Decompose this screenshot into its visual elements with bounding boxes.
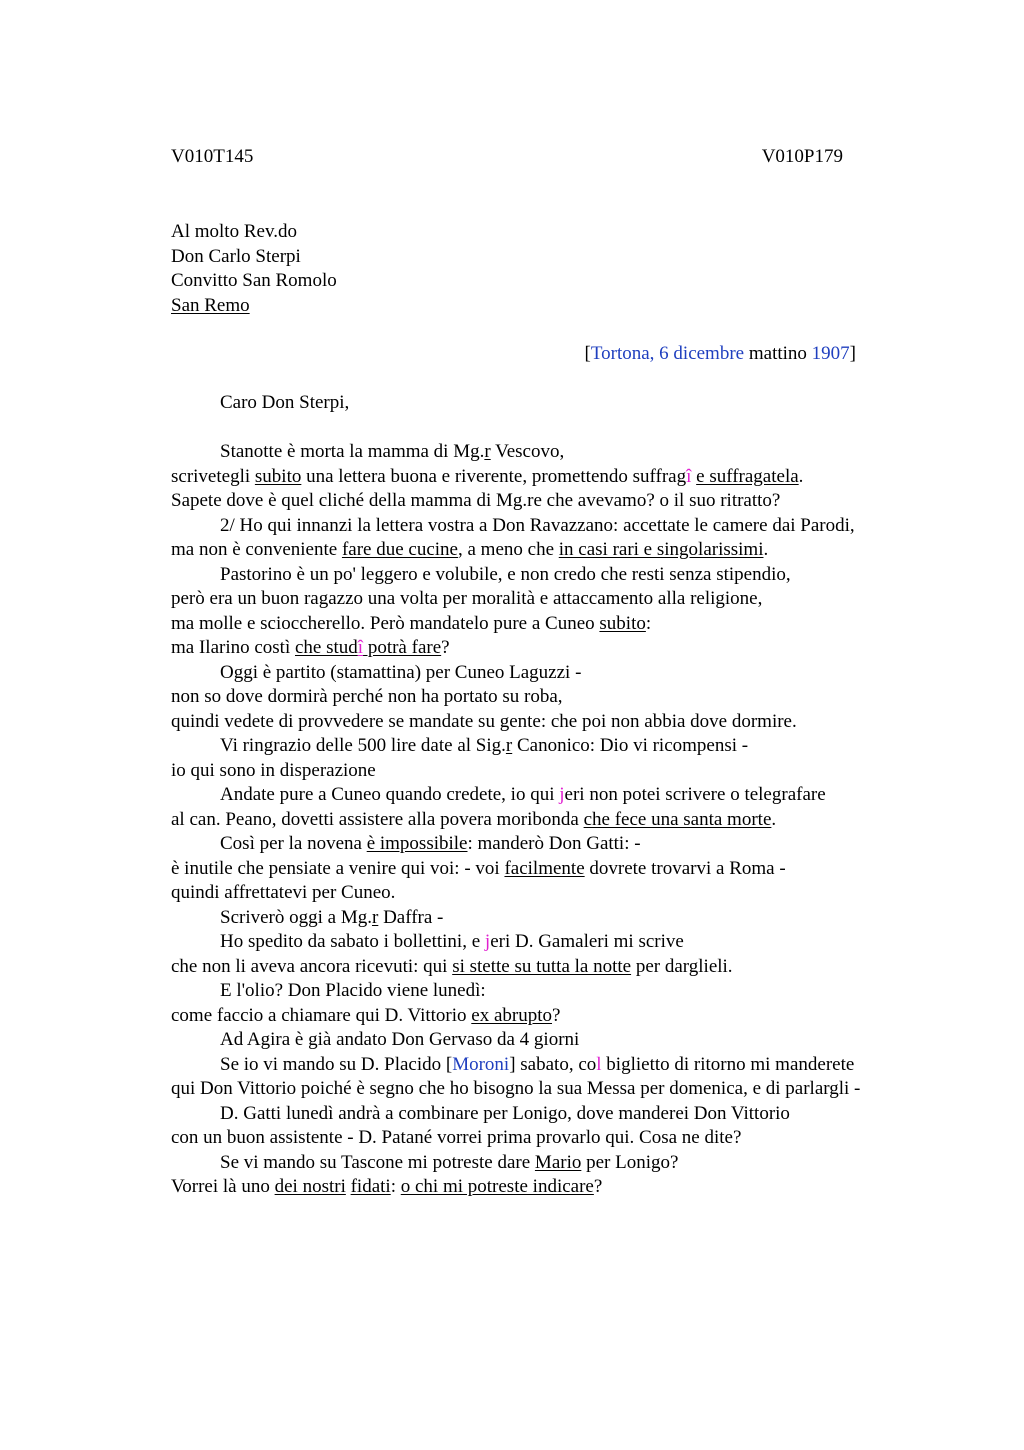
letter-line: qui Don Vittorio poiché è segno che ho bisogno la sua Messa per domenica, e di parlargli - [171,1078,861,1099]
address-block [171,220,881,318]
letter-line: io qui sono in disperazione [171,759,376,781]
letter-body [171,440,881,1200]
letter-line: che non li aveva ancora ricevuti: qui si stette su tutta la notte per darglieli. [171,955,733,977]
letter-line: Sapete dove è quel cliché della mamma di Mg.re che avevamo? o il suo ritratto? [171,490,781,511]
address-line: Al molto Rev.do [171,221,297,242]
letter-line: però era un buon ragazzo una volta per moralità e attaccamento alla religione, [171,588,763,609]
letter-line: scrivetegli subito una lettera buona e riverente, promettendo suffragî e suffragatela. [171,465,804,487]
document-id-right: V010P179 [761,146,843,167]
letter-line: Se io vi mando su D. Placido [Moroni] sabato, col biglietto di ritorno mi manderete [220,1053,855,1075]
letter-line: ma Ilarino costì che studî potrà fare? [171,637,450,658]
letter-line: Oggi è partito (stamattina) per Cuneo Laguzzi - [220,661,582,683]
letter-page [171,145,881,1200]
address-line: Don Carlo Sterpi [171,245,301,267]
letter-line: non so dove dormirà perché non ha portato su roba, [171,686,563,707]
letter-line: Scriverò oggi a Mg.r Daffra - [220,906,444,928]
letter-line: al can. Peano, dovetti assistere alla povera moribonda che fece una santa morte. [171,808,777,830]
document-ids [171,145,881,171]
letter-line: Stanotte è morta la mamma di Mg.r Vescovo, [220,441,565,462]
letter-line: E l'olio? Don Placido viene lunedì: [220,980,486,1001]
letter-line: Pastorino è un po' leggero e volubile, e non credo che resti senza stipendio, [220,563,791,585]
letter-line: come faccio a chiamare qui D. Vittorio ex abrupto? [171,1004,561,1026]
letter-date: [Tortona, 6 dicembre mattino 1907] [584,343,856,364]
letter-line: quindi affrettatevi per Cuneo. [171,882,396,903]
letter-line: Così per la novena è impossibile: manderò Don Gatti: - [220,833,641,854]
letter-line: Andate pure a Cuneo quando credete, io qui jeri non potei scrivere o telegrafare [220,784,826,805]
salutation: Caro Don Sterpi, [220,391,350,413]
address-city: San Remo [171,294,250,316]
letter-line: Ad Agira è già andato Don Gervaso da 4 giorni [220,1029,580,1050]
document-id-left: V010T145 [171,146,254,167]
letter-line: Vorrei là uno dei nostri fidati: o chi mi potreste indicare? [171,1176,603,1197]
letter-line: ma non è conveniente fare due cucine, a meno che in casi rari e singolarissimi. [171,539,769,560]
letter-line: 2/ Ho qui innanzi la lettera vostra a Don Ravazzano: accettate le camere dai Parodi, [220,514,855,536]
letter-line: quindi vedete di provvedere se mandate su gente: che poi non abbia dove dormire. [171,710,797,732]
address-line: Convitto San Romolo [171,270,337,291]
letter-line: Vi ringrazio delle 500 lire date al Sig.r Canonico: Dio vi ricompensi - [220,735,749,756]
letter-line: ma molle e scioccherello. Però mandatelo pure a Cuneo subito: [171,612,652,634]
letter-line: Ho spedito da sabato i bollettini, e jeri D. Gamaleri mi scrive [220,931,684,952]
date-time: mattino [744,343,812,364]
date-year: 1907 [811,343,850,364]
letter-line: è inutile che pensiate a venire qui voi: - voi facilmente dovrete trovarvi a Roma - [171,857,786,879]
letter-line: Se vi mando su Tascone mi potreste dare Mario per Lonigo? [220,1151,679,1173]
letter-line: con un buon assistente - D. Patané vorrei prima provarlo qui. Cosa ne dite? [171,1127,742,1148]
letter-line: D. Gatti lunedì andrà a combinare per Lonigo, dove manderei Don Vittorio [220,1102,790,1124]
date-place: Tortona, 6 dicembre [590,343,745,364]
